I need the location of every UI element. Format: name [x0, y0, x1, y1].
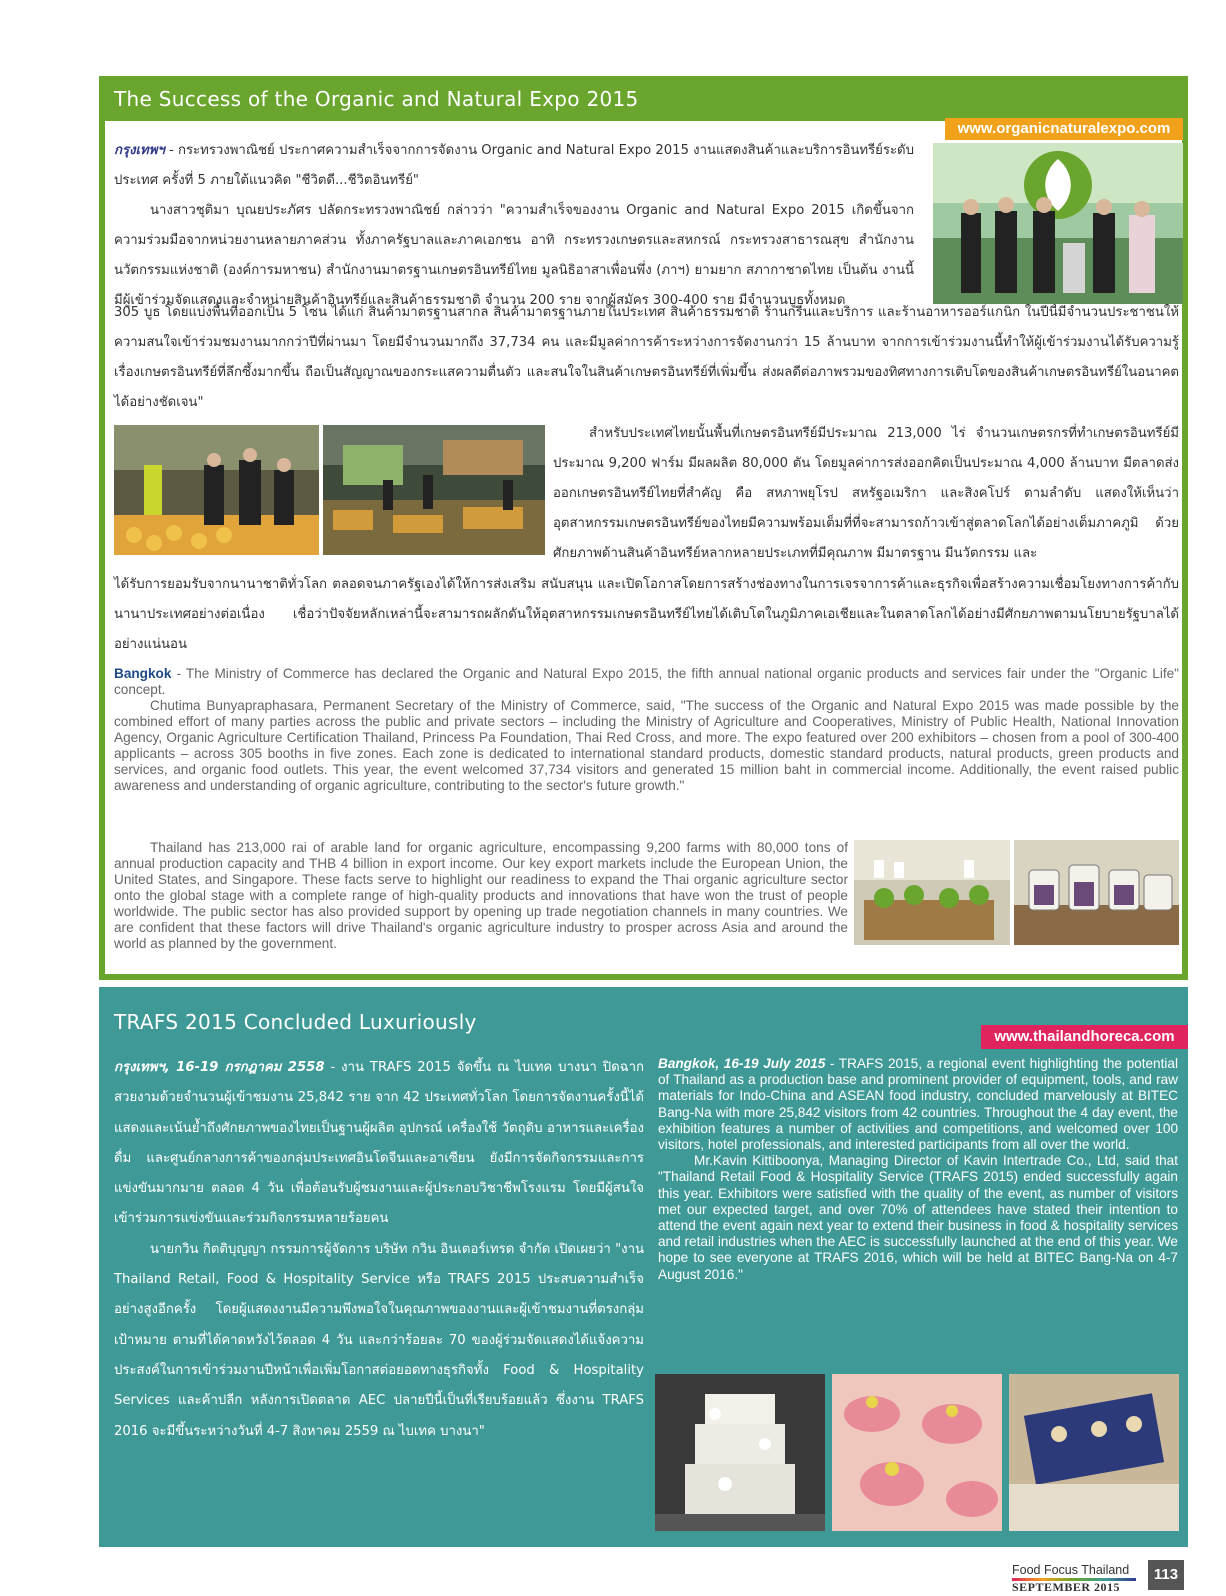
article2-english-p1: - TRAFS 2015, a regional event highlighting the potential of Thailand as a production base and prominent provider of equipment, tools, and raw materials for Indo-China and ASEAN food industry, concluded marvelously at BITEC Bang-Na with more 25,842 visitors from 42 countries. Throughout the 4 day event, the exhibition features a number of activities and competitions, and welcomed over 100 visitors, hotel professionals, and interested participants from all over the world. — [658, 1056, 1178, 1153]
expo-visitors-photo — [114, 425, 319, 555]
article2-thai-p2: นายกวิน กิตติบุญญา กรรมการผู้จัดการ บริษัท กวิน อินเตอร์เทรด จำกัด เปิดเผยว่า "งาน Thailand Retail, Food & Hospitality Service หรือ TRAFS 2015 ประสบความสำเร็จอย่างสูงอีกครั้ง โดยผู้แสดงงานมีความพึงพอใจในคุณภาพของงานและผู้เข้าชมงานที่ตรงกลุ่มเป้าหมาย ตามที่ได้คาดหวังไว้ตลอด 4 วัน และกว่าร้อยละ 70 ของผู้ร่วมจัดแสดงได้แจ้งความประสงค์ในการเข้าร่วมงานปีหน้าเพื่อเพิ่มโอกาสต่อยอดทางธุรกิจทั้ง Food & Hospitality Services และค้าปลีก หลังการเปิดตลาด AEC ปลายปีนี้เป็นที่เรียบร้อยแล้ว ซึ่งงาน TRAFS 2016 จะมีขึ้นระหว่างวันที่ 4-7 สิงหาคม 2559 ณ ไบเทค บางนา" — [114, 1241, 644, 1439]
article1-frame-bottom — [99, 974, 1188, 980]
article2-title: TRAFS 2015 Concluded Luxuriously — [114, 1010, 477, 1034]
article1-thai-p1: - กระทรวงพาณิชย์ ประกาศความสำเร็จจากการจัดงาน Organic and Natural Expo 2015 งานแสดงสินค้าและบริการอินทรีย์ระดับประเทศ ครั้งที่ 5 ภายใต้แนวคิด "ชีวิตดี...ชีวิตอินทรีย์" — [114, 143, 914, 188]
article1-thai-p4: ได้รับการยอมรับจากนานาชาติทั่วโลก ตลอดจนภาครัฐเองได้ให้การส่งเสริม สนับสนุน และเปิดโอกาสโดยการสร้างช่องทางในการเจรจาการค้าและธุรกิจเพื่อสร้างความเชื่อมโยงทางการค้ากับนานาประเทศอย่างต่อเนื่อง เชื่อว่าปัจจัยหลักเหล่านี้จะสามารถผลักดันให้อุตสาหกรรมเกษตรอินทรีย์ไทยได้เติบโตในภูมิภาคเอเชียและในตลาดโลกได้อย่างมีศักยภาพตามนโยบายรัฐบาลได้อย่างแน่นอน — [114, 577, 1179, 652]
article1-english-p3: Thailand has 213,000 rai of arable land for organic agriculture, encompassing 9,200 farms with 80,000 tons of annual production capacity and THB 4 billion in export income. Our key export markets include the European Union, the United States, and Singapore. These facts serve to highlight our readiness to expand the Thai organic agriculture sector onto the global stage with a complete range of high-quality products and innovations that have won the trust of people worldwide. The public sector has also provided support by opening up trade negotiation channels in many countries. We are confident that these factors will drive Thailand's organic agriculture industry to prosper across Asia and around the world as planned by the government. — [114, 840, 848, 951]
article2-thai-p1: - งาน TRAFS 2015 จัดขึ้น ณ ไบเทค บางนา ปิดฉากสวยงามด้วยจำนวนผู้เข้าชมงาน 25,842 ราย จาก 42 ประเทศทั่วโลก โดยการจัดงานครั้งนี้ได้แสดงและเน้นย้ำถึงศักยภาพของไทยเป็นฐานผู้ผลิต อุปกรณ์ เครื่องใช้ วัตถุดิบ อาหารและเครื่องดื่ม และศูนย์กลางการค้าของกลุ่มประเทศอินโดจีนและอาเซียน ยังมีการจัดกิจกรรมและการแข่งขันมากมาย ตลอด 4 วัน เพื่อต้อนรับผู้ชมงานและผู้ประกอบวิชาชีพโรงแรม โดยมีผู้สนใจเข้าร่วมการแข่งขันและร่วมกิจกรรมหลายร้อยคน — [114, 1060, 645, 1227]
article1-thai-p2a: นางสาวชุติมา บุณยประภัศร ปลัดกระทรวงพาณิชย์ กล่าวว่า "ความสำเร็จของงาน Organic and Natural Expo 2015 เกิดขึ้นจากความร่วมมือจากหน่วยงานหลายภาคส่วน ทั้งภาครัฐบาลและภาคเอกชน อาทิ กระทรวงเกษตรและสหกรณ์ กระทรวงสาธารณสุข สำนักงานนวัตกรรมแห่งชาติ (องค์การมหาชน) สำนักงานมาตรฐานเกษตรอินทรีย์ไทย มูลนิธิอาสาเพื่อนพึ่ง (ภาฯ) ยามยาก สภากาชาดไทย เป็นต้น งานนี้มีผู้เข้าร่วมจัดแสดงและจำหน่ายสินค้าอินทรีย์และสินค้าธรรมชาติ จำนวน 200 ราย จากผู้สมัคร 300-400 ราย มีจำนวนบูธทั้งหมด — [114, 203, 914, 308]
organic-products-display-photo — [854, 840, 1010, 945]
article1-title: The Success of the Organic and Natural Expo 2015 — [114, 87, 639, 111]
article1-thai-p2b: 305 บูธ โดยแบ่งพื้นที่ออกเป็น 5 โซน ได้แก่ สินค้ามาตรฐานสากล สินค้ามาตรฐานภายในประเทศ สินค้าธรรมชาติ ร้านกรีนและบริการ และร้านอาหารออร์แกนิก ในปีนี้มีจำนวนประชาชนให้ความสนใจเข้าร่วมชมงานมากกว่าปีที่ผ่านมา โดยมีจำนวนมากถึง 37,734 คน และมีมูลค่าการค้าระหว่างการจัดงานกว่า 15 ล้านบาท จากการเข้าร่วมงานนี้ทำให้ผู้เข้าร่วมงานได้รับความรู้เรื่องเกษตรอินทรีย์ที่ลึกซึ้งมากขึ้น ถือเป็นสัญญาณของกระแสความตื่นตัว และสนใจในสินค้าเกษตรอินทรีย์ที่เพิ่มขึ้น ส่งผลดีต่อภาพรวมของทิศทางการเติบโตของสินค้าเกษตรอินทรีย์ในอนาคตได้อย่างชัดเจน" — [114, 305, 1179, 410]
article1-english-intro — [114, 666, 1179, 794]
article2-english-dateline: Bangkok, 16-19 July 2015 — [658, 1056, 826, 1071]
magazine-name: Food Focus Thailand — [1012, 1563, 1130, 1577]
article1-thai-p3: สำหรับประเทศไทยนั้นพื้นที่เกษตรอินทรีย์มีประมาณ 213,000 ไร่ จำนวนเกษตรกรที่ทำเกษตรอินทรีย์มีประมาณ 9,200 ฟาร์ม มีผลผลิต 80,000 ตัน โดยมูลค่าการส่งออกคิดเป็นประมาณ 4,000 ล้านบาท มีตลาดส่งออกเกษตรอินทรีย์ไทยที่สำคัญ คือ สหภาพยุโรป สหรัฐอเมริกา และสิงคโปร์ ตามลำดับ แสดงให้เห็นว่าอุตสาหกรรมเกษตรอินทรีย์ของไทยมีความพร้อมเต็มที่ที่จะสามารถก้าวเข้าสู่ตลาดโลกได้อย่างเต็มภาคภูมิ ด้วยศักยภาพด้านสินค้าอินทรีย์หลากหลายประเภทที่มีคุณภาพ มีมาตรฐาน มีนวัตกรรม และ — [553, 426, 1179, 561]
organic-jars-photo — [1014, 840, 1179, 945]
article1-english-dateline: Bangkok — [114, 666, 172, 681]
article1-thai-dateline: กรุงเทพฯ — [114, 143, 165, 158]
article1-url-badge[interactable]: www.organicnaturalexpo.com — [945, 118, 1183, 140]
macarons-photo — [832, 1374, 1002, 1531]
expo-stage-photo — [933, 143, 1183, 304]
article2-thai-dateline: กรุงเทพฯ, 16-19 กรกฎาคม 2558 — [114, 1060, 325, 1075]
article1-frame-left — [99, 118, 105, 980]
article2-english-column — [658, 1056, 1178, 1283]
article1-english-p1: - The Ministry of Commerce has declared the Organic and Natural Expo 2015, the fifth annual national organic products and services fair under the "Organic Life" concept. — [114, 666, 1179, 697]
issue-date: SEPTEMBER 2015 — [1012, 1580, 1121, 1594]
wedding-cake-photo — [655, 1374, 825, 1531]
expo-hall-photo — [323, 425, 545, 555]
page-number: 113 — [1148, 1560, 1184, 1590]
article2-thai-column — [114, 1053, 644, 1447]
article2-url-badge[interactable]: www.thailandhoreca.com — [981, 1025, 1188, 1049]
plated-dessert-photo — [1009, 1374, 1179, 1531]
article2-english-p2: Mr.Kavin Kittiboonya, Managing Director of Kavin Intertrade Co., Ltd, said that "Thailand Retail Food & Hospitality Service (TRAFS 2015) ended successfully again this year. Exhibitors were satisfied with the quality of the event, as number of visitors met our expected target, and over 70% of attendees have stated their intention to attend the event again next year to extend their business in food & hospitality services and retail industries when the AEC is successfully launched at the end of this year. We hope to see everyone at TRAFS 2016, which will be held at BITEC Bang-Na on 4-7 August 2016." — [658, 1153, 1178, 1282]
article1-english-p2: Chutima Bunyapraphasara, Permanent Secretary of the Ministry of Commerce, said, "The success of the Organic and Natural Expo 2015 was made possible by the combined effort of many parties across the public and private sectors – including the Ministry of Agriculture and Cooperatives, Ministry of Public Health, National Innovation Agency, Organic Agriculture Certification Thailand, Princess Pa Foundation, Thai Red Cross, and more. The expo featured over 200 exhibitors – chosen from a pool of 300-400 applicants – across 305 booths in five zones. Each zone is dedicated to international standard products, domestic standard products, natural products, green products and services, and organic food outlets. This year, the event welcomed 37,734 visitors and generated 15 million baht in commercial income. Additionally, the event raised public awareness and understanding of organic agriculture, contributing to the sector's future growth." — [114, 698, 1179, 793]
article1-thai-intro — [114, 136, 914, 316]
